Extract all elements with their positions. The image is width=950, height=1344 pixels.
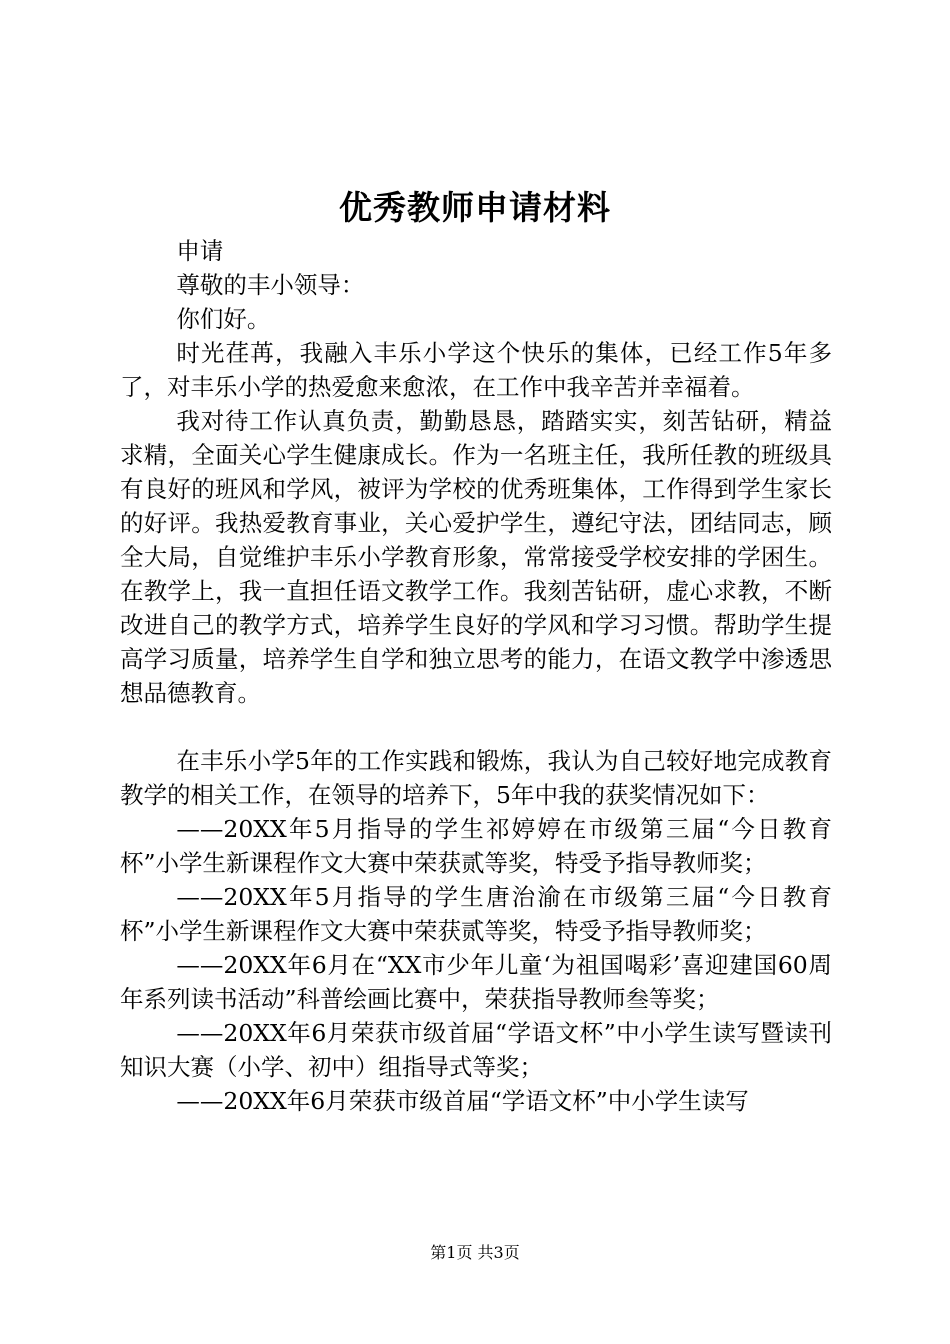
salutation-recipient: 尊敬的丰小领导： [176,271,365,299]
paragraph-gap [120,710,832,744]
page-footer: 第1页 共3页 [430,1243,520,1262]
award-item: ——20XX年6月荣获市级首届“学语文杯”中小学生读写暨读刊知识大赛（小学、初中）组指导式等奖； [120,1019,832,1081]
intro-paragraph: 时光荏苒，我融入丰乐小学这个快乐的集体，已经工作5年多了，对丰乐小学的热爱愈来愈浓，在工作中我辛苦并幸福着。 [120,339,832,401]
awards-intro-paragraph: 在丰乐小学5年的工作实践和锻炼，我认为自己较好地完成教育教学的相关工作，在领导的培养下，5年中我的获奖情况如下： [120,747,832,809]
award-item: ——20XX年5月指导的学生祁婷婷在市级第三届“今日教育杯”小学生新课程作文大赛中荣获贰等奖，特受予指导教师奖； [120,815,832,877]
greeting: 你们好。 [176,305,271,333]
award-item: ——20XX年6月在“XX市少年儿童‘为祖国喝彩’喜迎建国60周年系列读书活动”科普绘画比赛中，荣获指导教师叁等奖； [120,951,832,1013]
salutation-heading: 申请 [176,237,224,265]
award-item: ——20XX年5月指导的学生唐治渝在市级第三届“今日教育杯”小学生新课程作文大赛中荣获贰等奖，特受予指导教师奖； [120,883,832,945]
work-paragraph: 我对待工作认真负责，勤勤恳恳，踏踏实实，刻苦钻研，精益求精，全面关心学生健康成长。作为一名班主任，我所任教的班级具有良好的班风和学风，被评为学校的优秀班集体，工作得到学生家长的好评。我热爱教育事业，关心爱护学生，遵纪守法，团结同志，顾全大局，自觉维护丰乐小学教育形象，常常接受学校安排的学困生。在教学上，我一直担任语文教学工作。我刻苦钻研，虚心求教，不断改进自己的教学方式，培养学生良好的学风和学习习惯。帮助学生提高学习质量，培养学生自学和独立思考的能力，在语文教学中渗透思想品德教育。 [120,407,832,707]
award-item: ——20XX年6月荣获市级首届“学语文杯”中小学生读写 [176,1087,749,1115]
document-body [120,234,832,1118]
document-title: 优秀教师申请材料 [339,188,611,227]
